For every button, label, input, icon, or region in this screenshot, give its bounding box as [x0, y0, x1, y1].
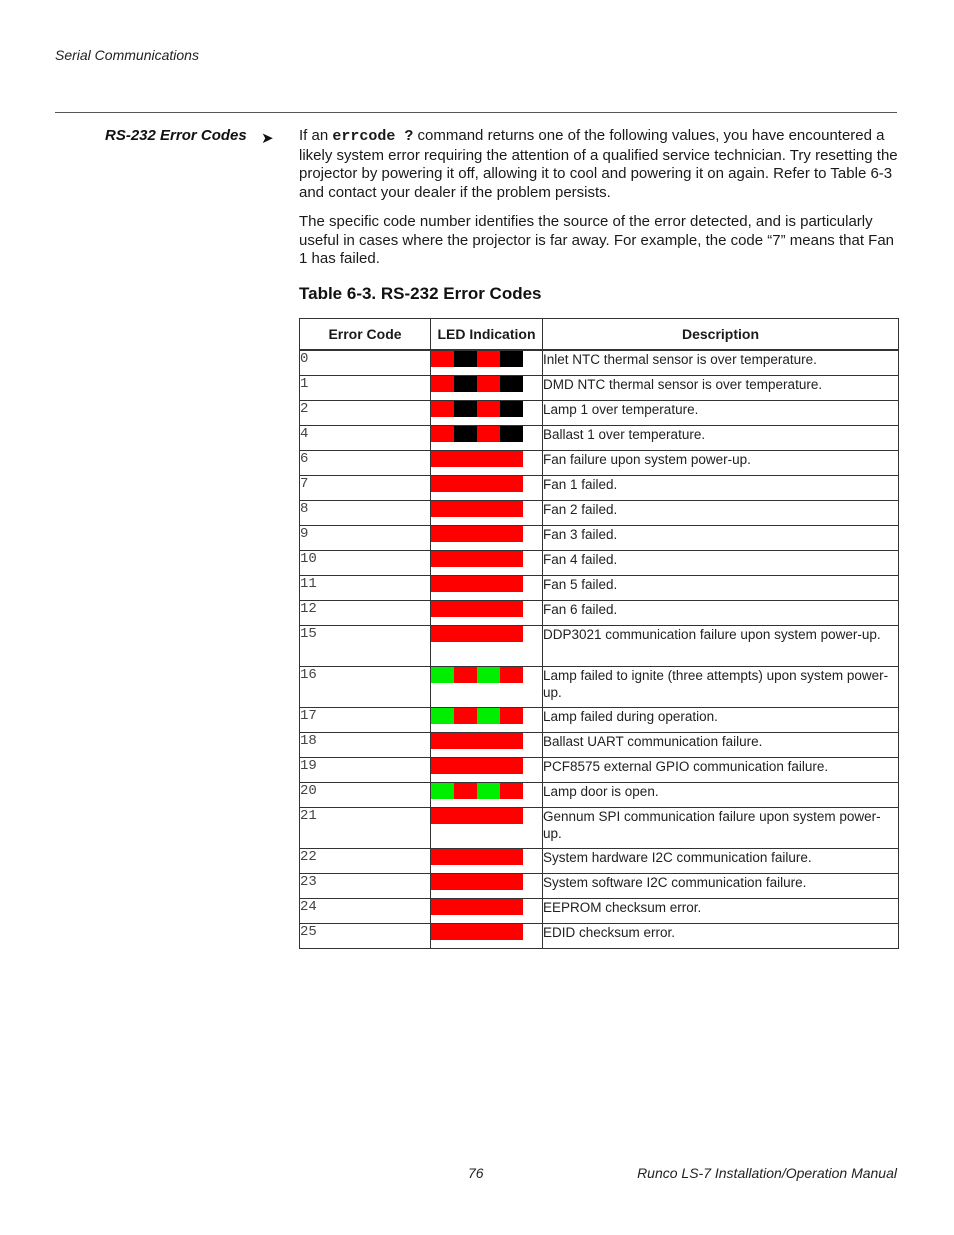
led-segment-red: [454, 924, 477, 940]
led-segment-red: [431, 426, 454, 442]
led-segment-red: [431, 551, 454, 567]
description-cell: Fan 2 failed.: [543, 501, 899, 526]
led-segment-red: [454, 758, 477, 774]
led-segment-red: [500, 576, 523, 592]
table-row: [300, 601, 899, 626]
description-cell: Ballast UART communication failure.: [543, 733, 899, 758]
led-segment-red: [431, 401, 454, 417]
led-segment-red: [500, 733, 523, 749]
error-code-cell: 4: [300, 426, 431, 451]
description-cell: Fan 4 failed.: [543, 551, 899, 576]
led-segment-red: [500, 601, 523, 617]
description-cell: EEPROM checksum error.: [543, 899, 899, 924]
led-pattern-icon: [431, 783, 523, 799]
table-row: [300, 874, 899, 899]
description-cell: Ballast 1 over temperature.: [543, 426, 899, 451]
led-segment-red: [454, 849, 477, 865]
led-segment-red: [431, 501, 454, 517]
led-pattern-icon: [431, 451, 523, 467]
table-row: [300, 526, 899, 551]
errcode-command: errcode ?: [332, 128, 414, 145]
led-pattern-icon: [431, 601, 523, 617]
description-cell: Fan 1 failed.: [543, 476, 899, 501]
led-segment-red: [431, 924, 454, 940]
led-indication-cell: [431, 551, 543, 576]
led-indication-cell: [431, 733, 543, 758]
led-segment-red: [500, 526, 523, 542]
table-row: [300, 899, 899, 924]
led-segment-red: [431, 476, 454, 492]
led-segment-red: [500, 758, 523, 774]
error-code-cell: 10: [300, 551, 431, 576]
header-rule: [55, 112, 897, 113]
led-segment-red: [454, 733, 477, 749]
led-segment-red: [477, 426, 500, 442]
error-code-cell: 18: [300, 733, 431, 758]
description-cell: Fan 5 failed.: [543, 576, 899, 601]
table-row: [300, 849, 899, 874]
led-segment-red: [454, 783, 477, 799]
led-segment-red: [477, 626, 500, 642]
led-segment-black: [454, 401, 477, 417]
led-segment-red: [500, 899, 523, 915]
description-cell: Lamp door is open.: [543, 783, 899, 808]
led-segment-red: [454, 899, 477, 915]
error-code-cell: 1: [300, 376, 431, 401]
led-segment-red: [500, 808, 523, 824]
table-row: [300, 924, 899, 949]
led-indication-cell: [431, 576, 543, 601]
error-code-cell: 2: [300, 401, 431, 426]
description-cell: Lamp failed during operation.: [543, 708, 899, 733]
description-cell: PCF8575 external GPIO communication failure.: [543, 758, 899, 783]
page-number: 76: [468, 1165, 484, 1181]
led-segment-green: [477, 708, 500, 724]
led-segment-green: [477, 783, 500, 799]
error-code-cell: 21: [300, 808, 431, 849]
intro-prefix: If an: [299, 127, 333, 144]
led-segment-red: [477, 808, 500, 824]
error-code-cell: 17: [300, 708, 431, 733]
led-pattern-icon: [431, 626, 523, 642]
led-segment-black: [500, 426, 523, 442]
led-indication-cell: [431, 849, 543, 874]
led-segment-red: [477, 874, 500, 890]
led-segment-green: [431, 783, 454, 799]
led-indication-cell: [431, 451, 543, 476]
led-pattern-icon: [431, 758, 523, 774]
table-header-row: [300, 319, 899, 351]
led-indication-cell: [431, 899, 543, 924]
manual-title: Runco LS-7 Installation/Operation Manual: [637, 1165, 897, 1181]
error-code-cell: 15: [300, 626, 431, 667]
led-segment-red: [431, 376, 454, 392]
led-pattern-icon: [431, 733, 523, 749]
table-body: [300, 350, 899, 949]
led-indication-cell: [431, 401, 543, 426]
description-cell: DDP3021 communication failure upon system power-up.: [543, 626, 899, 667]
error-code-cell: 24: [300, 899, 431, 924]
error-code-cell: 19: [300, 758, 431, 783]
led-segment-red: [500, 551, 523, 567]
table-row: [300, 758, 899, 783]
error-code-cell: 20: [300, 783, 431, 808]
led-indication-cell: [431, 476, 543, 501]
error-code-cell: 22: [300, 849, 431, 874]
led-segment-red: [477, 551, 500, 567]
led-pattern-icon: [431, 401, 523, 417]
led-pattern-icon: [431, 426, 523, 442]
explanation-paragraph: The specific code number identifies the source of the error detected, and is particularly useful in cases where the projector is far away. For example, the code “7” means that Fan 1 has failed.: [299, 213, 895, 267]
led-pattern-icon: [431, 899, 523, 915]
led-segment-red: [431, 576, 454, 592]
description-cell: System software I2C communication failure.: [543, 874, 899, 899]
running-head: Serial Communications: [55, 47, 199, 63]
error-code-cell: 0: [300, 350, 431, 376]
header-led-indication: LED Indication: [431, 319, 543, 351]
table-row: [300, 626, 899, 667]
led-indication-cell: [431, 350, 543, 376]
led-segment-red: [500, 708, 523, 724]
led-pattern-icon: [431, 351, 523, 367]
led-pattern-icon: [431, 476, 523, 492]
led-segment-red: [477, 733, 500, 749]
led-segment-red: [431, 601, 454, 617]
led-segment-red: [477, 849, 500, 865]
description-cell: Gennum SPI communication failure upon system power-up.: [543, 808, 899, 849]
led-segment-red: [477, 351, 500, 367]
led-segment-black: [500, 376, 523, 392]
led-segment-red: [431, 899, 454, 915]
error-code-cell: 8: [300, 501, 431, 526]
error-code-cell: 6: [300, 451, 431, 476]
led-segment-red: [477, 476, 500, 492]
description-cell: Inlet NTC thermal sensor is over temperature.: [543, 350, 899, 376]
led-segment-red: [500, 626, 523, 642]
led-segment-red: [500, 924, 523, 940]
led-segment-red: [431, 626, 454, 642]
led-segment-red: [454, 451, 477, 467]
description-cell: Lamp 1 over temperature.: [543, 401, 899, 426]
led-segment-red: [500, 874, 523, 890]
header-description: Description: [543, 319, 899, 351]
led-segment-red: [500, 501, 523, 517]
led-segment-red: [477, 899, 500, 915]
table-row: [300, 576, 899, 601]
table-row: [300, 808, 899, 849]
header-error-code: Error Code: [300, 319, 431, 351]
table-row: [300, 426, 899, 451]
led-segment-red: [454, 551, 477, 567]
led-segment-red: [454, 501, 477, 517]
led-segment-green: [431, 708, 454, 724]
led-indication-cell: [431, 526, 543, 551]
led-segment-red: [477, 601, 500, 617]
led-segment-red: [454, 626, 477, 642]
led-segment-red: [454, 526, 477, 542]
error-code-cell: 12: [300, 601, 431, 626]
description-cell: EDID checksum error.: [543, 924, 899, 949]
error-code-cell: 11: [300, 576, 431, 601]
led-segment-red: [454, 708, 477, 724]
error-code-cell: 9: [300, 526, 431, 551]
led-pattern-icon: [431, 874, 523, 890]
led-segment-red: [454, 601, 477, 617]
led-segment-red: [477, 501, 500, 517]
led-segment-black: [500, 401, 523, 417]
table-row: [300, 783, 899, 808]
led-segment-red: [477, 576, 500, 592]
error-code-cell: 7: [300, 476, 431, 501]
error-code-cell: 16: [300, 667, 431, 708]
led-segment-red: [477, 758, 500, 774]
led-segment-red: [477, 924, 500, 940]
led-segment-red: [477, 526, 500, 542]
led-indication-cell: [431, 758, 543, 783]
led-segment-red: [500, 451, 523, 467]
led-segment-red: [477, 376, 500, 392]
led-segment-red: [454, 476, 477, 492]
led-segment-red: [477, 401, 500, 417]
table-row: [300, 708, 899, 733]
table-row: [300, 551, 899, 576]
led-indication-cell: [431, 874, 543, 899]
led-pattern-icon: [431, 526, 523, 542]
led-segment-red: [454, 808, 477, 824]
led-pattern-icon: [431, 849, 523, 865]
led-indication-cell: [431, 626, 543, 667]
table-row: [300, 401, 899, 426]
table-title: Table 6-3. RS-232 Error Codes: [299, 284, 542, 303]
table-row: [300, 733, 899, 758]
table-row: [300, 451, 899, 476]
led-segment-red: [431, 808, 454, 824]
led-pattern-icon: [431, 708, 523, 724]
led-pattern-icon: [431, 501, 523, 517]
table-row: [300, 501, 899, 526]
led-indication-cell: [431, 708, 543, 733]
led-segment-black: [454, 351, 477, 367]
led-pattern-icon: [431, 551, 523, 567]
led-segment-red: [454, 667, 477, 683]
led-segment-red: [500, 667, 523, 683]
led-segment-red: [431, 849, 454, 865]
led-segment-red: [500, 849, 523, 865]
led-segment-red: [431, 526, 454, 542]
led-segment-black: [454, 426, 477, 442]
description-cell: DMD NTC thermal sensor is over temperature.: [543, 376, 899, 401]
led-segment-red: [431, 874, 454, 890]
table-row: [300, 476, 899, 501]
led-pattern-icon: [431, 808, 523, 824]
led-segment-red: [431, 451, 454, 467]
intro-paragraph: [299, 127, 899, 202]
description-cell: System hardware I2C communication failure.: [543, 849, 899, 874]
error-code-cell: 23: [300, 874, 431, 899]
led-segment-red: [477, 451, 500, 467]
led-segment-black: [454, 376, 477, 392]
led-segment-black: [500, 351, 523, 367]
section-heading: RS-232 Error Codes: [105, 127, 247, 144]
led-segment-green: [477, 667, 500, 683]
led-indication-cell: [431, 808, 543, 849]
led-indication-cell: [431, 426, 543, 451]
led-pattern-icon: [431, 576, 523, 592]
led-pattern-icon: [431, 667, 523, 683]
led-segment-red: [431, 733, 454, 749]
led-pattern-icon: [431, 924, 523, 940]
led-indication-cell: [431, 601, 543, 626]
error-code-cell: 25: [300, 924, 431, 949]
led-indication-cell: [431, 924, 543, 949]
arrow-icon: ➤: [261, 130, 274, 147]
led-segment-red: [500, 783, 523, 799]
intro-suffix: command returns one of the following values, you have encountered a likely system error requiring the attention of a qualified service technician. Try resetting the projector by powering it off, allowing it to cool and powering it on again. Refer to Table 6-3 and contact your dealer if the problem persists.: [299, 127, 898, 201]
table-row: [300, 350, 899, 376]
error-code-table: [299, 318, 899, 949]
table-row: [300, 667, 899, 708]
led-segment-red: [431, 351, 454, 367]
led-indication-cell: [431, 501, 543, 526]
table-row: [300, 376, 899, 401]
description-cell: Lamp failed to ignite (three attempts) upon system power-up.: [543, 667, 899, 708]
led-indication-cell: [431, 667, 543, 708]
description-cell: Fan 6 failed.: [543, 601, 899, 626]
led-segment-red: [454, 874, 477, 890]
led-segment-red: [431, 758, 454, 774]
led-indication-cell: [431, 376, 543, 401]
description-cell: Fan 3 failed.: [543, 526, 899, 551]
led-indication-cell: [431, 783, 543, 808]
description-cell: Fan failure upon system power-up.: [543, 451, 899, 476]
led-pattern-icon: [431, 376, 523, 392]
led-segment-green: [431, 667, 454, 683]
led-segment-red: [454, 576, 477, 592]
led-segment-red: [500, 476, 523, 492]
